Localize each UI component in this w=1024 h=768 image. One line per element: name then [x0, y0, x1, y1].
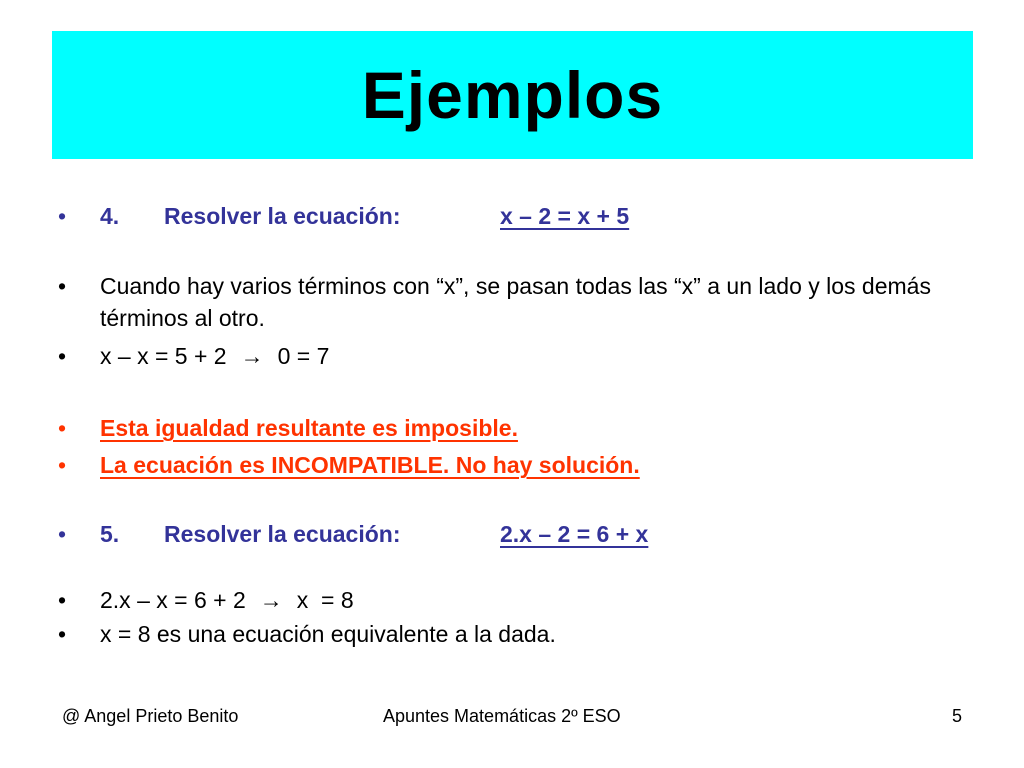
- bullet-dot: •: [58, 273, 67, 299]
- step-right: 0 = 7: [277, 343, 330, 369]
- arrow-right-icon: →: [240, 343, 264, 369]
- example-equation: x – 2 = x + 5: [500, 203, 630, 229]
- example-number: 4.: [100, 203, 120, 229]
- step-left: x – x = 5 + 2: [100, 343, 227, 369]
- bullet-dot: •: [58, 621, 67, 647]
- explanation-text: Cuando hay varios términos con “x”, se pasan todas las “x” a un lado y los demás términos al otro.: [100, 273, 931, 331]
- bullet-dot: •: [58, 203, 67, 229]
- footer-page-number: 5: [952, 706, 963, 726]
- footer-course: Apuntes Matemáticas 2º ESO: [383, 706, 621, 726]
- example-4-heading: [100, 200, 960, 232]
- bullet-dot: •: [58, 343, 67, 369]
- bullet-dot: •: [58, 587, 67, 613]
- step-left: 2.x – x = 6 + 2: [100, 587, 246, 613]
- bullet-dot: •: [58, 452, 67, 478]
- conclusion-text: x = 8 es una ecuación equivalente a la dada.: [100, 621, 556, 647]
- step-right: x = 8: [296, 587, 354, 613]
- example-equation: 2.x – 2 = 6 + x: [500, 521, 649, 547]
- step-1: [100, 340, 960, 372]
- example-label: Resolver la ecuación:: [164, 521, 401, 547]
- example-label: Resolver la ecuación:: [164, 203, 401, 229]
- impossible-text: Esta igualdad resultante es imposible.: [100, 415, 518, 441]
- example-number: 5.: [100, 521, 120, 547]
- slide-title: Ejemplos: [361, 58, 664, 132]
- example-5-heading: [100, 518, 960, 550]
- step-2: [100, 584, 960, 616]
- bullet-dot: •: [58, 521, 67, 547]
- incompatible-text: La ecuación es INCOMPATIBLE. No hay solución.: [100, 452, 640, 478]
- arrow-right-icon: →: [259, 587, 283, 613]
- footer-author: @ Angel Prieto Benito: [62, 706, 239, 726]
- bullet-dot: •: [58, 415, 67, 441]
- title-banner: [52, 31, 973, 159]
